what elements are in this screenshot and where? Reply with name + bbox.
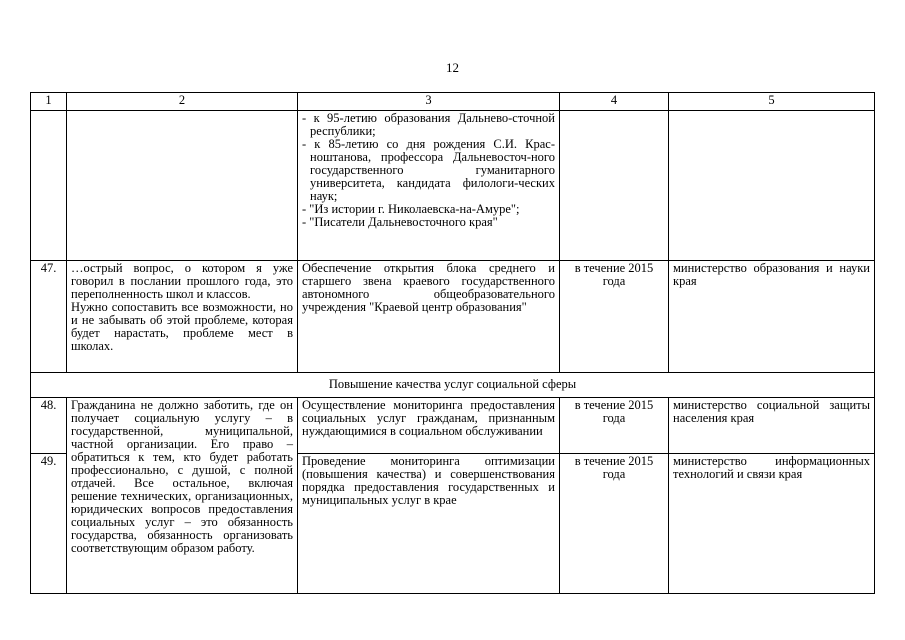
measure-cell: Проведение мониторинга оптимизации (повышения качества) и совершенствования порядка предоставления государственных и муниципальных услуг в крае bbox=[298, 454, 560, 594]
continuation-row bbox=[31, 111, 875, 261]
section-title: Повышение качества услуг социальной сферы bbox=[31, 373, 875, 398]
table-row-47 bbox=[31, 261, 875, 373]
quote-cell bbox=[67, 261, 298, 373]
list-item: - "Писатели Дальневосточного края" bbox=[302, 215, 498, 229]
term-cell: в течение 2015 года bbox=[560, 398, 669, 454]
quote-paragraph: …острый вопрос, о котором я уже говорил в послании прошлого года, это переполненность школ и классов. bbox=[71, 261, 293, 301]
term-cell: в течение 2015 года bbox=[560, 261, 669, 373]
header-col-5: 5 bbox=[669, 93, 875, 111]
quote-cell: Гражданина не должно заботить, где он получает социальную услугу – в государственной, муниципальной, частной организации. Его право – обратиться к тем, кто будет работать профессионально, с душой, с полной отдачей. Все остальное, включая решение технических, организационных, юридических вопросов предоставления социальных услуг – это обязанность государства, обязанность организовать соответствующим образом работу. bbox=[67, 398, 298, 594]
row-number: 49. bbox=[31, 454, 67, 594]
header-row bbox=[31, 93, 875, 111]
action-plan-table bbox=[30, 92, 875, 594]
list-item: - к 85-летию со дня рождения С.И. Крас-ноштанова, профессора Дальневосточ-ного государственного гуманитарного университета, кандидата филологи-ческих наук; bbox=[302, 137, 555, 203]
header-col-4: 4 bbox=[560, 93, 669, 111]
quote-paragraph: Нужно сопоставить все возможности, но и не забывать об этой проблеме, которая будет нарастать, проблеме мест в школах. bbox=[71, 300, 293, 353]
cell-empty bbox=[560, 111, 669, 261]
cell-empty bbox=[31, 111, 67, 261]
cell-empty bbox=[669, 111, 875, 261]
cell-empty bbox=[67, 111, 298, 261]
measure-cell: Осуществление мониторинга предоставления социальных услуг гражданам, признанным нуждающимися в социальном обслуживании bbox=[298, 398, 560, 454]
executor-cell: министерство образования и науки края bbox=[669, 261, 875, 373]
row-number: 48. bbox=[31, 398, 67, 454]
continuation-list bbox=[298, 111, 560, 261]
header-col-2: 2 bbox=[67, 93, 298, 111]
executor-cell: министерство социальной защиты населения края bbox=[669, 398, 875, 454]
measure-cell: Обеспечение открытия блока среднего и старшего звена краевого государственного автономного общеобразовательного учреждения "Краевой центр образования" bbox=[298, 261, 560, 373]
header-col-3: 3 bbox=[298, 93, 560, 111]
term-cell: в течение 2015 года bbox=[560, 454, 669, 594]
page-number: 12 bbox=[446, 60, 459, 75]
table-row-48 bbox=[31, 398, 875, 454]
header-col-1: 1 bbox=[31, 93, 67, 111]
list-item: - к 95-летию образования Дальнево-сточной республики; bbox=[302, 111, 555, 138]
row-number: 47. bbox=[31, 261, 67, 373]
executor-cell: министерство информационных технологий и связи края bbox=[669, 454, 875, 594]
list-item: - "Из истории г. Николаевска-на-Амуре"; bbox=[302, 202, 520, 216]
section-row bbox=[31, 373, 875, 398]
